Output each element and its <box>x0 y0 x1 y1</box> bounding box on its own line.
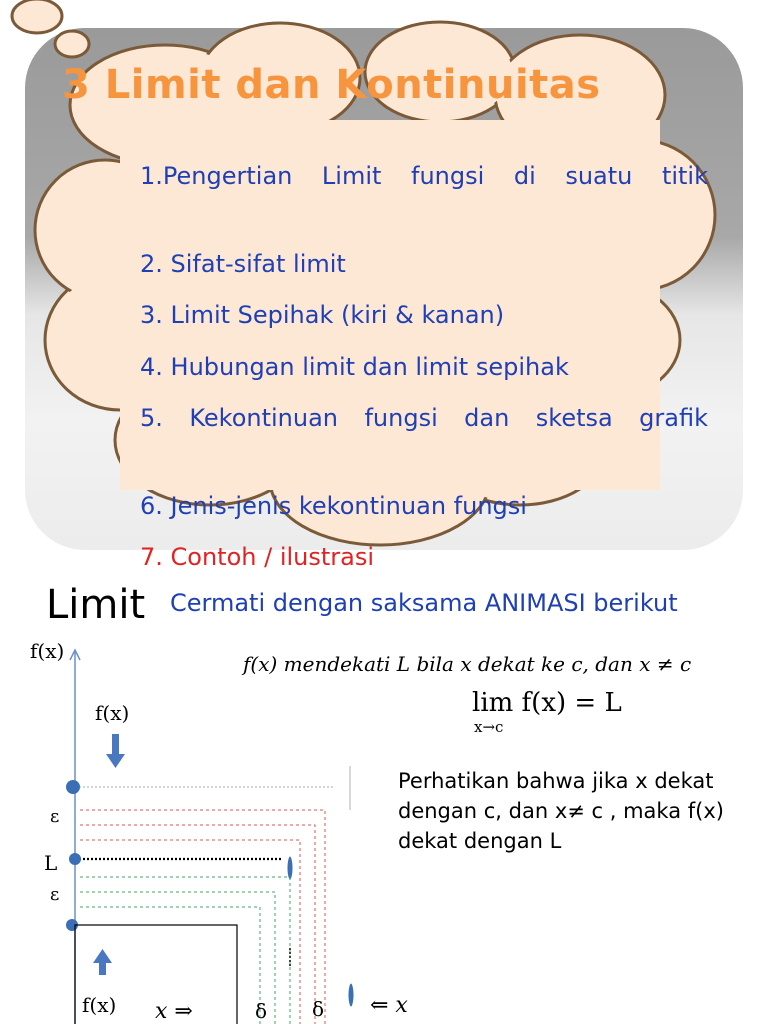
explanation-note: Perhatikan bahwa jika x dekat dengan c, dan x≠ c , maka f(x) dekat dengan L <box>398 769 724 853</box>
menu-item-1[interactable]: 1.Pengertian Limit fungsi di suatu titik <box>140 162 708 190</box>
x-right-label: x ⇒ <box>155 999 193 1024</box>
section-heading: Limit <box>46 582 146 628</box>
delta-right-label: δ <box>312 997 325 1021</box>
y-axis-label: f(x) <box>30 639 65 663</box>
fx-down-label: f(x) <box>95 701 130 725</box>
L-label: L <box>44 851 58 875</box>
L-point <box>69 853 81 865</box>
limit-formula <box>472 688 622 736</box>
menu-item-7[interactable]: 7. Contoh / ilustrasi <box>140 543 375 571</box>
slide-title: 3 Limit dan Kontinuitas <box>62 62 601 108</box>
upper-epsilon-point <box>66 780 80 794</box>
epsilon-delta-graph <box>0 630 460 1024</box>
delta-left-label: δ <box>255 999 268 1023</box>
arrow-up-icon <box>93 949 112 963</box>
menu-item-4[interactable]: 4. Hubungan limit dan limit sepihak <box>140 353 569 381</box>
limit-formula-subscript: x→c <box>474 718 504 736</box>
x-marker <box>348 983 354 1007</box>
oscillating-marker <box>287 856 293 880</box>
x-left-label: ⇐ x <box>370 993 408 1018</box>
menu-item-2[interactable]: 2. Sifat-sifat limit <box>140 250 346 278</box>
animation-instruction: Cermati dengan saksama ANIMASI berikut <box>170 589 678 617</box>
arrow-down-icon <box>106 754 125 768</box>
approach-statement: f(x) mendekati L bila x dekat ke c, dan x ≠ c <box>243 652 692 676</box>
menu-item-3[interactable]: 3. Limit Sepihak (kiri & kanan) <box>140 301 505 329</box>
menu-item-6[interactable]: 6. Jenis-jenis kekontinuan fungsi <box>140 492 527 520</box>
fx-up-label: f(x) <box>82 993 117 1017</box>
limit-formula-main: lim f(x) = L <box>472 688 622 718</box>
epsilon-bottom-label: ε <box>50 884 60 905</box>
epsilon-top-label: ε <box>50 806 60 827</box>
menu-item-5[interactable]: 5. Kekontinuan fungsi dan sketsa grafik <box>140 404 708 432</box>
